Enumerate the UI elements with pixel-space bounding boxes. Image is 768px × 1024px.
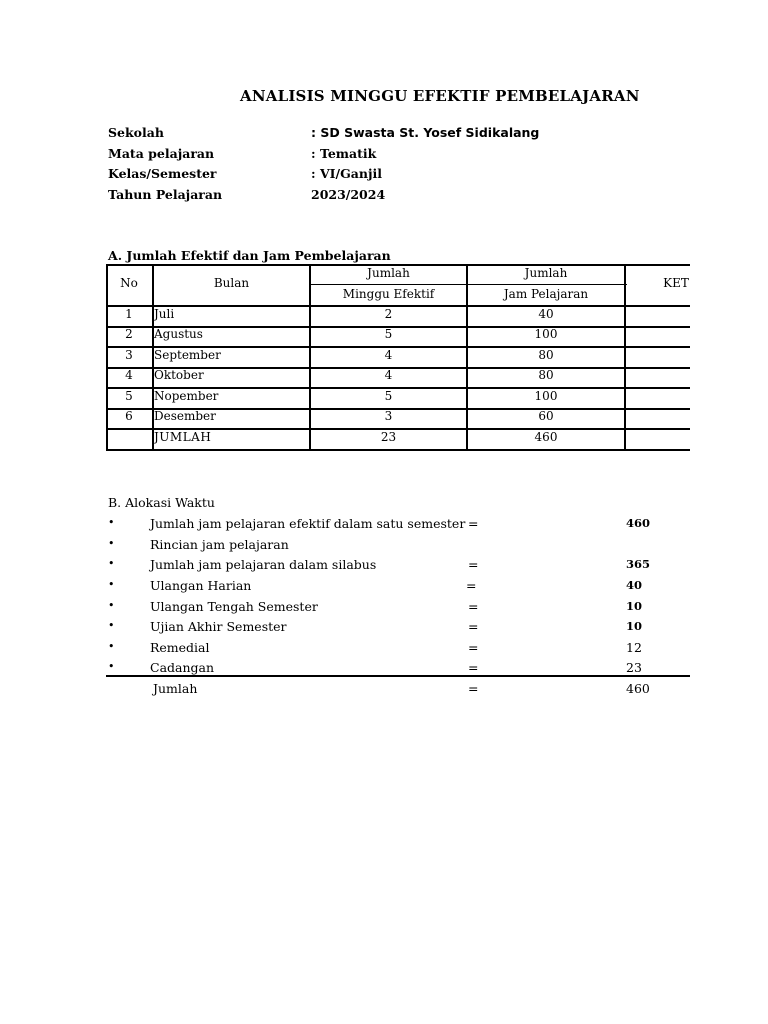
- list-item: [106, 660, 690, 680]
- table-subheader-line: [310, 284, 627, 285]
- row-bulan: Juli: [154, 307, 175, 321]
- row-jam: 40: [538, 307, 554, 321]
- row-minggu: 4: [384, 348, 393, 362]
- row-jam: 60: [538, 409, 554, 423]
- item-label: Ujian Akhir Semester: [150, 619, 287, 634]
- info-label-subject: Mata pelajaran: [108, 146, 215, 161]
- row-no: 1: [125, 307, 133, 321]
- item-value: 40: [626, 578, 643, 592]
- item-equals: =: [468, 516, 479, 531]
- item-label: Ulangan Harian: [150, 578, 252, 593]
- item-label: Cadangan: [150, 660, 215, 675]
- row-bulan: Agustus: [154, 327, 203, 341]
- info-label-class: Kelas/Semester: [108, 166, 217, 181]
- header-bulan: Bulan: [213, 276, 250, 290]
- section-b-heading: B. Alokasi Waktu: [108, 495, 215, 510]
- list-item: [106, 578, 690, 598]
- item-value: 365: [626, 557, 651, 571]
- section-a-heading: A. Jumlah Efektif dan Jam Pembelajaran: [108, 248, 391, 263]
- allocation-total-equals: =: [468, 681, 479, 696]
- header-ket: KET: [663, 276, 689, 290]
- row-no: 6: [125, 409, 133, 423]
- bullet-icon: •: [108, 660, 115, 673]
- item-label: Ulangan Tengah Semester: [150, 599, 318, 614]
- row-minggu: 3: [384, 409, 393, 423]
- item-value: 460: [626, 516, 651, 530]
- info-value-school: : SD Swasta St. Yosef Sidikalang: [311, 125, 540, 140]
- row-no: 4: [125, 368, 133, 382]
- row-bulan: Desember: [154, 409, 216, 423]
- list-item: [106, 557, 690, 577]
- item-equals: =: [468, 640, 479, 655]
- item-label: Remedial: [150, 640, 210, 655]
- total-minggu: 23: [380, 430, 397, 444]
- allocation-total-label: Jumlah: [153, 681, 198, 696]
- item-equals: =: [466, 578, 477, 593]
- bullet-icon: •: [108, 537, 115, 550]
- bullet-icon: •: [108, 557, 115, 570]
- row-jam: 80: [538, 348, 554, 362]
- row-minggu: 5: [384, 327, 393, 341]
- bullet-icon: •: [108, 640, 115, 653]
- row-bulan: Nopember: [154, 389, 219, 403]
- bullet-icon: •: [108, 578, 115, 591]
- item-label: Rincian jam pelajaran: [150, 537, 289, 552]
- bullet-icon: •: [108, 599, 115, 612]
- allocation-total-value: 460: [626, 681, 650, 696]
- list-item: [106, 537, 690, 557]
- total-divider: [106, 675, 690, 677]
- total-jam: 460: [534, 430, 558, 444]
- table-border-bottom: [106, 449, 690, 451]
- row-bulan: September: [154, 348, 221, 362]
- row-minggu: 5: [384, 389, 393, 403]
- info-value-class: : VI/Ganjil: [311, 166, 382, 181]
- item-value: 12: [626, 640, 642, 655]
- row-bulan: Oktober: [154, 368, 204, 382]
- header-minggu-efektif: Minggu Efektif: [342, 287, 435, 301]
- row-jam: 100: [534, 327, 558, 341]
- header-no: No: [120, 276, 138, 290]
- row-jam: 100: [534, 389, 558, 403]
- item-value: 10: [626, 599, 643, 613]
- item-equals: =: [468, 619, 479, 634]
- header-jam-pelajaran: Jam Pelajaran: [503, 287, 589, 301]
- item-equals: =: [468, 660, 479, 675]
- table-col-line: [624, 264, 626, 450]
- document-title: ANALISIS MINGGU EFEKTIF PEMBELAJARAN: [240, 87, 640, 105]
- list-item: [106, 619, 690, 639]
- effective-weeks-table: [106, 264, 690, 450]
- bullet-icon: •: [108, 516, 115, 529]
- row-minggu: 4: [384, 368, 393, 382]
- row-jam: 80: [538, 368, 554, 382]
- info-label-school: Sekolah: [108, 125, 164, 140]
- item-label: Jumlah jam pelajaran dalam silabus: [150, 557, 377, 572]
- item-value: 23: [626, 660, 642, 675]
- item-label: Jumlah jam pelajaran efektif dalam satu semester: [150, 516, 466, 531]
- item-value: 10: [626, 619, 643, 633]
- item-equals: =: [468, 599, 479, 614]
- bullet-icon: •: [108, 619, 115, 632]
- item-equals: =: [468, 557, 479, 572]
- row-no: 3: [125, 348, 133, 362]
- info-value-subject: : Tematik: [311, 146, 377, 161]
- header-jumlah-minggu: Jumlah: [367, 266, 410, 280]
- header-jumlah-jam: Jumlah: [524, 266, 568, 280]
- total-label: JUMLAH: [154, 430, 212, 444]
- info-value-year: 2023/2024: [311, 187, 386, 202]
- row-minggu: 2: [384, 307, 393, 321]
- allocation-total-row: [106, 681, 690, 701]
- info-label-year: Tahun Pelajaran: [108, 187, 223, 202]
- row-no: 2: [125, 327, 133, 341]
- row-no: 5: [125, 389, 133, 403]
- list-item: [106, 640, 690, 660]
- list-item: [106, 599, 690, 619]
- list-item: [106, 516, 690, 536]
